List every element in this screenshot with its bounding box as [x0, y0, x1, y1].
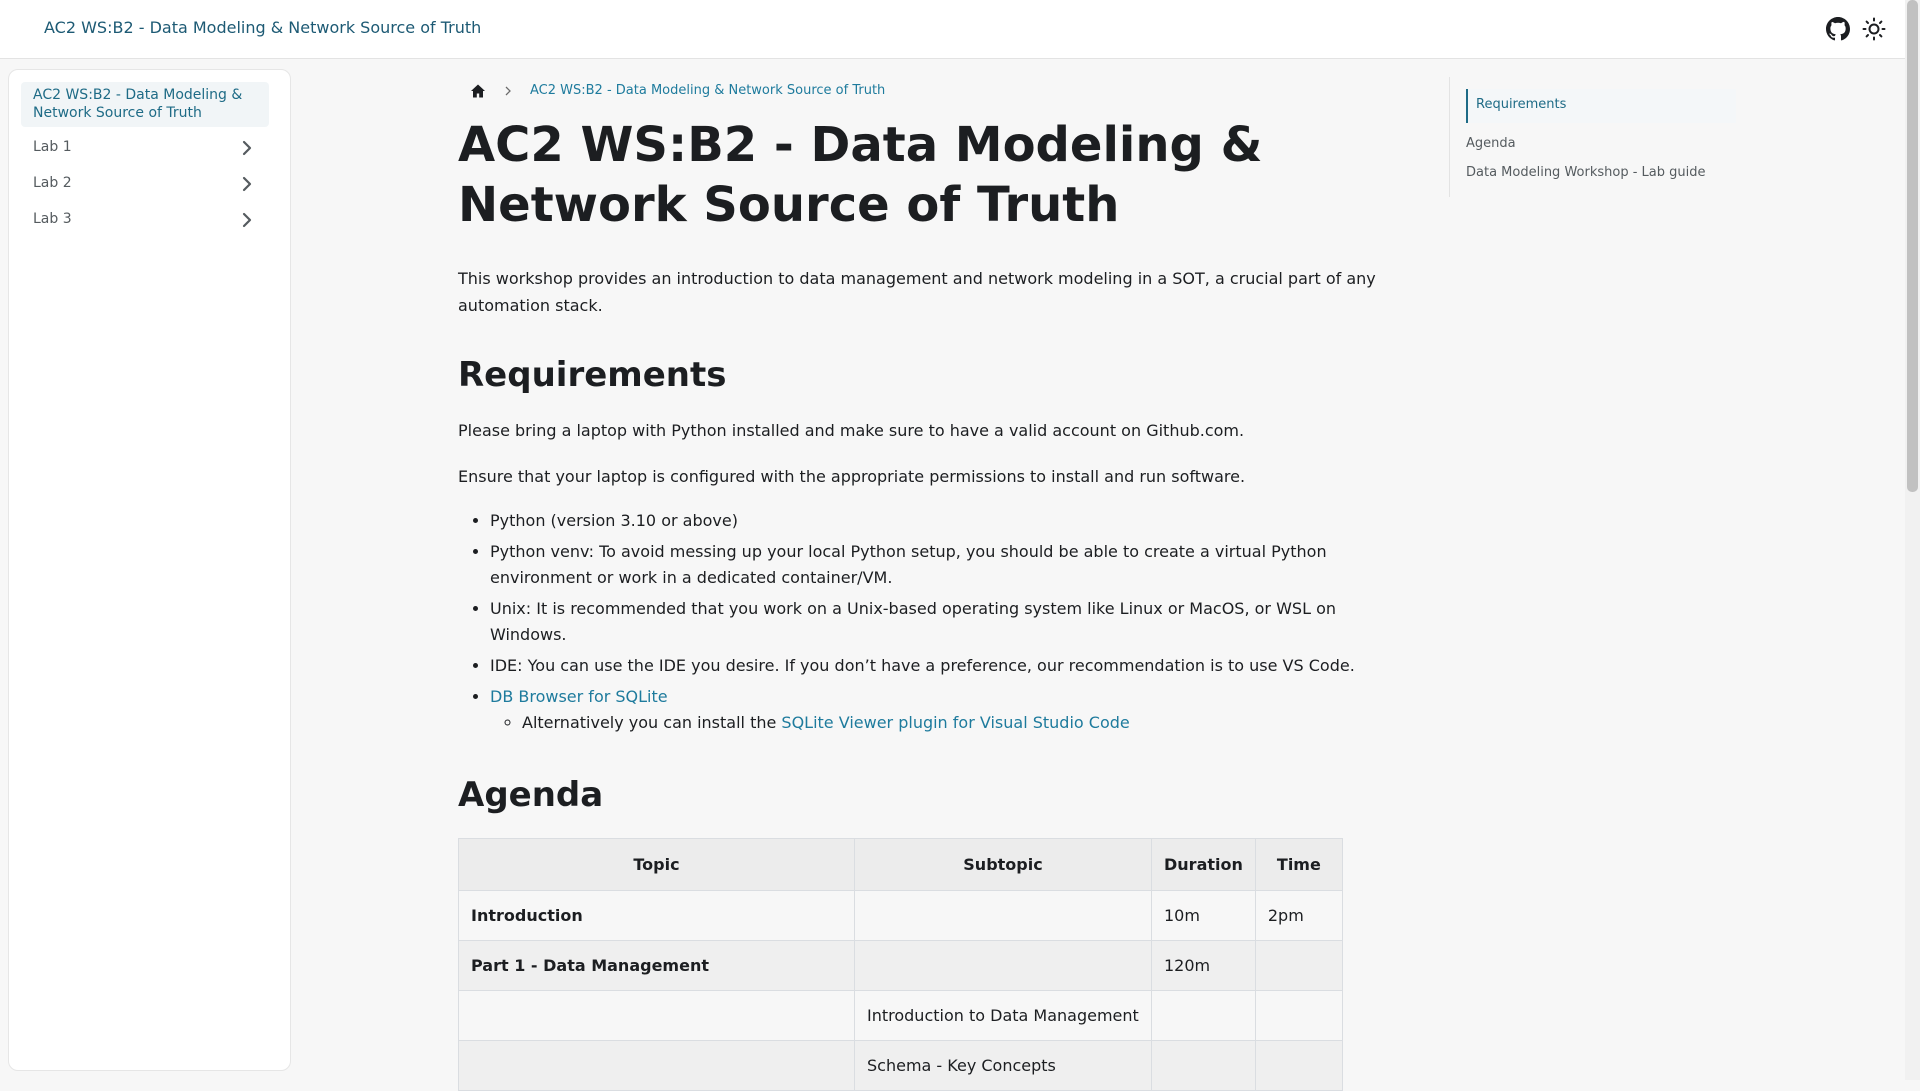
table-cell — [855, 941, 1152, 991]
table-cell: Introduction — [459, 891, 855, 941]
breadcrumb-current[interactable]: AC2 WS:B2 - Data Modeling & Network Source of Truth — [530, 83, 886, 98]
toc-item-lab-guide[interactable]: Data Modeling Workshop - Lab guide — [1466, 165, 1706, 180]
table-cell: Part 1 - Data Management — [459, 941, 855, 991]
table-cell — [1152, 1041, 1256, 1091]
list-item — [522, 710, 1388, 736]
table-row — [459, 891, 1343, 941]
table-cell: 120m — [1152, 941, 1256, 991]
list-item — [490, 684, 1388, 736]
table-cell — [1255, 1041, 1342, 1091]
list-item: • Python (version 3.10 or above) — [490, 508, 1388, 534]
table-cell: Schema - Key Concepts — [855, 1041, 1152, 1091]
table-cell: Introduction to Data Management — [855, 991, 1152, 1041]
requirements-paragraph-1: Please bring a laptop with Python installed and make sure to have a valid account on Github.com. — [458, 421, 1245, 440]
sidebar-item-label: Lab 1 — [33, 139, 72, 155]
table-row — [459, 1041, 1343, 1091]
sub-list — [490, 710, 1388, 736]
chevron-right-icon — [502, 84, 514, 98]
github-icon[interactable] — [1826, 17, 1850, 41]
navbar — [0, 0, 1905, 59]
sidebar — [8, 69, 291, 1071]
sidebar-item-home[interactable]: AC2 WS:B2 - Data Modeling & Network Source of Truth — [21, 82, 269, 127]
table-cell — [855, 891, 1152, 941]
sidebar-item-label: Lab 3 — [33, 211, 72, 227]
toc-item-agenda[interactable]: Agenda — [1466, 136, 1516, 151]
table-cell — [1255, 991, 1342, 1041]
sun-icon[interactable] — [1862, 17, 1886, 41]
chevron-right-icon[interactable] — [237, 138, 257, 158]
list-item: • Unix: It is recommended that you work on a Unix-based operating system like Linux or MacOS, or WSL on Windows. — [490, 596, 1388, 648]
table-cell — [459, 1041, 855, 1091]
table-header-row — [459, 839, 1343, 891]
main-content — [458, 115, 1388, 1075]
sub-item-text: Alternatively you can install the — [522, 713, 782, 732]
db-browser-link[interactable]: DB Browser for SQLite — [490, 687, 668, 706]
page-title: AC2 WS:B2 - Data Modeling & Network Source of Truth — [458, 117, 1263, 233]
requirements-list — [458, 508, 1388, 741]
sidebar-item-label: Lab 2 — [33, 175, 72, 191]
column-header-duration: Duration — [1152, 839, 1256, 891]
toc-item-requirements[interactable]: Requirements — [1466, 89, 1736, 123]
sqlite-viewer-link[interactable]: SQLite Viewer plugin for Visual Studio Code — [781, 713, 1130, 732]
agenda-table — [458, 838, 1343, 1091]
sidebar-item-lab-3[interactable] — [21, 204, 269, 236]
agenda-heading: Agenda — [458, 775, 604, 815]
column-header-subtopic: Subtopic — [855, 839, 1152, 891]
intro-paragraph: This workshop provides an introduction to data management and network modeling in a SOT, a crucial part of any automation stack. — [458, 269, 1376, 315]
table-row — [459, 941, 1343, 991]
table-of-contents — [1449, 77, 1735, 197]
navbar-title-link[interactable]: AC2 WS:B2 - Data Modeling & Network Source of Truth — [44, 18, 482, 37]
sidebar-item-lab-2[interactable] — [21, 168, 269, 200]
table-cell: 2pm — [1255, 891, 1342, 941]
chevron-right-icon[interactable] — [237, 174, 257, 194]
chevron-right-icon[interactable] — [237, 210, 257, 230]
scrollbar-thumb[interactable] — [1907, 0, 1918, 492]
requirements-paragraph-2: Ensure that your laptop is configured with the appropriate permissions to install and run software. — [458, 467, 1246, 486]
sidebar-item-lab-1[interactable] — [21, 132, 269, 164]
table-cell — [1255, 941, 1342, 991]
column-header-time: Time — [1255, 839, 1342, 891]
table-row — [459, 991, 1343, 1041]
list-item: • Python venv: To avoid messing up your local Python setup, you should be able to create a virtual Python environment or work in a dedicated container/VM. — [490, 539, 1388, 591]
requirements-heading: Requirements — [458, 355, 727, 395]
table-cell — [459, 991, 855, 1041]
column-header-topic: Topic — [459, 839, 855, 891]
table-cell — [1152, 991, 1256, 1041]
table-cell: 10m — [1152, 891, 1256, 941]
home-icon[interactable] — [470, 83, 486, 99]
list-item: • IDE: You can use the IDE you desire. If you don’t have a preference, our recommendation is to use VS Code. — [490, 653, 1388, 679]
